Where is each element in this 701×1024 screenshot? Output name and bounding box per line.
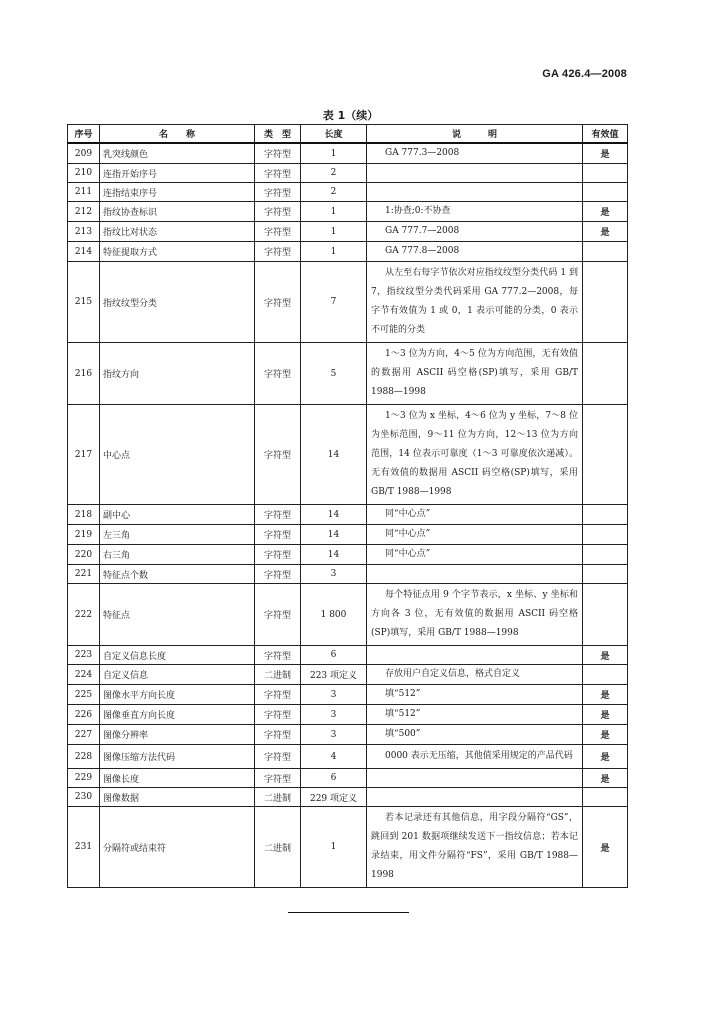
cell-description: 填“512” [367,685,583,705]
table-row [68,788,628,807]
cell-description: GA 777.7—2008 [367,222,583,242]
cell-length: 3 [301,685,367,705]
cell-name: 图像垂直方向长度 [100,705,255,725]
col-header-description: 说 明 [367,125,583,144]
cell-description: 从左至右每字节依次对应指纹纹型分类代码 1 到 7，指纹纹型分类代码采用 GA 777.2—2008，每字节有效值为 1 或 0，1 表示可能的分类，0 表示不可能的分类 [367,262,583,343]
cell-valid: 是 [583,705,628,725]
cell-description [367,646,583,665]
cell-length: 2 [301,183,367,202]
table-row [68,143,628,164]
table-row [68,343,628,405]
cell-description: 填“512” [367,705,583,725]
cell-length: 223 项定义 [301,665,367,685]
cell-valid [583,405,628,505]
cell-valid [583,525,628,545]
table-row [68,262,628,343]
cell-type: 字符型 [255,646,301,665]
cell-name: 连指结束序号 [100,183,255,202]
table-row [68,505,628,525]
cell-valid: 是 [583,807,628,888]
cell-name: 指纹比对状态 [100,222,255,242]
cell-type: 字符型 [255,769,301,788]
cell-valid: 是 [583,202,628,222]
cell-type: 字符型 [255,745,301,769]
cell-name: 自定义信息长度 [100,646,255,665]
table-row [68,525,628,545]
cell-valid [583,788,628,807]
cell-name: 图像分辨率 [100,725,255,745]
cell-description [367,788,583,807]
cell-name: 特征提取方式 [100,242,255,262]
cell-length: 6 [301,646,367,665]
cell-name: 指纹纹型分类 [100,262,255,343]
cell-description: 同“中心点” [367,505,583,525]
cell-no: 217 [68,405,100,505]
cell-valid [583,242,628,262]
cell-type: 字符型 [255,242,301,262]
cell-no: 218 [68,505,100,525]
cell-name: 特征点 [100,584,255,646]
col-header-name: 名 称 [100,125,255,144]
cell-no: 210 [68,164,100,183]
cell-length: 229 项定义 [301,788,367,807]
cell-description: 每个特征点用 9 个字节表示，x 坐标、y 坐标和方向各 3 位，无有效值的数据用 ASCII 码空格(SP)填写，采用 GB/T 1988—1998 [367,584,583,646]
cell-length: 1 [301,242,367,262]
cell-length: 7 [301,262,367,343]
cell-type: 二进制 [255,788,301,807]
table-row [68,646,628,665]
cell-name: 特征点个数 [100,565,255,584]
cell-description: 存放用户自定义信息，格式自定义 [367,665,583,685]
cell-type: 字符型 [255,222,301,242]
cell-valid [583,505,628,525]
table-row [68,565,628,584]
table-row [68,769,628,788]
cell-description: 1～3 位为 x 坐标，4～6 位为 y 坐标，7～8 位为坐标范围，9～11 位为方向，12～13 位为方向范围，14 位表示可靠度（1～3 可靠度依次递减）。无有效值的数据用 ASCII 码空格(SP)填写，采用 GB/T 1988—1998 [367,405,583,505]
table-row [68,202,628,222]
cell-valid: 是 [583,769,628,788]
cell-description [367,164,583,183]
cell-length: 4 [301,745,367,769]
cell-name: 连指开始序号 [100,164,255,183]
cell-name: 指纹协查标识 [100,202,255,222]
table-row [68,685,628,705]
cell-type: 字符型 [255,143,301,164]
table-row [68,405,628,505]
cell-no: 209 [68,143,100,164]
end-rule [288,912,409,913]
cell-length: 14 [301,525,367,545]
cell-no: 213 [68,222,100,242]
cell-type: 字符型 [255,705,301,725]
table-row [68,725,628,745]
cell-no: 215 [68,262,100,343]
cell-length: 1 [301,807,367,888]
cell-no: 216 [68,343,100,405]
cell-valid: 是 [583,725,628,745]
cell-no: 222 [68,584,100,646]
cell-type: 字符型 [255,565,301,584]
cell-no: 221 [68,565,100,584]
cell-name: 自定义信息 [100,665,255,685]
table-header-row [68,125,628,144]
cell-length: 1 800 [301,584,367,646]
cell-name: 副中心 [100,505,255,525]
cell-type: 字符型 [255,545,301,565]
cell-no: 225 [68,685,100,705]
cell-description: GA 777.3—2008 [367,143,583,164]
cell-no: 212 [68,202,100,222]
cell-valid: 是 [583,685,628,705]
cell-length: 6 [301,769,367,788]
cell-type: 字符型 [255,525,301,545]
cell-description [367,769,583,788]
table-row [68,242,628,262]
table-row [68,705,628,725]
cell-no: 214 [68,242,100,262]
cell-description [367,183,583,202]
cell-no: 229 [68,769,100,788]
cell-no: 223 [68,646,100,665]
cell-type: 字符型 [255,725,301,745]
cell-length: 14 [301,545,367,565]
cell-no: 224 [68,665,100,685]
cell-type: 字符型 [255,183,301,202]
cell-valid [583,164,628,183]
cell-valid [583,545,628,565]
cell-valid [583,565,628,584]
cell-name: 左三角 [100,525,255,545]
cell-valid [583,262,628,343]
cell-valid: 是 [583,222,628,242]
cell-type: 二进制 [255,665,301,685]
cell-length: 1 [301,202,367,222]
cell-type: 字符型 [255,405,301,505]
col-header-type: 类 型 [255,125,301,144]
col-header-no: 序号 [68,125,100,144]
cell-name: 图像压缩方法代码 [100,745,255,769]
table-row [68,164,628,183]
col-header-valid: 有效值 [583,125,628,144]
cell-length: 3 [301,725,367,745]
cell-name: 图像长度 [100,769,255,788]
cell-description [367,565,583,584]
cell-length: 5 [301,343,367,405]
cell-length: 14 [301,405,367,505]
cell-length: 3 [301,705,367,725]
cell-valid [583,343,628,405]
cell-type: 字符型 [255,343,301,405]
cell-no: 220 [68,545,100,565]
cell-type: 字符型 [255,164,301,183]
cell-no: 228 [68,745,100,769]
cell-valid [583,665,628,685]
cell-length: 1 [301,143,367,164]
table-row [68,183,628,202]
table-row [68,807,628,888]
table-row [68,665,628,685]
cell-no: 211 [68,183,100,202]
cell-type: 字符型 [255,262,301,343]
cell-description: GA 777.8—2008 [367,242,583,262]
cell-valid: 是 [583,646,628,665]
cell-name: 乳突线颜色 [100,143,255,164]
cell-description: 同“中心点” [367,525,583,545]
table-caption: 表 1（续） [322,109,379,122]
cell-length: 1 [301,222,367,242]
cell-type: 字符型 [255,685,301,705]
cell-description: 填“500” [367,725,583,745]
cell-name: 中心点 [100,405,255,505]
table-row [68,545,628,565]
cell-length: 3 [301,565,367,584]
cell-type: 字符型 [255,584,301,646]
cell-type: 字符型 [255,202,301,222]
cell-name: 分隔符或结束符 [100,807,255,888]
cell-valid [583,183,628,202]
table-row [68,222,628,242]
col-header-length: 长度 [301,125,367,144]
cell-name: 图像水平方向长度 [100,685,255,705]
cell-description: 1～3 位为方向，4～5 位为方向范围，无有效值的数据用 ASCII 码空格(SP)填写，采用 GB/T 1988—1998 [367,343,583,405]
cell-name: 右三角 [100,545,255,565]
cell-no: 219 [68,525,100,545]
cell-description: 若本记录还有其他信息，用字段分隔符“GS”，跳回到 201 数据项继续发送下一指纹信息；若本记录结束，用文件分隔符“FS”，采用 GB/T 1988—1998 [367,807,583,888]
cell-valid: 是 [583,143,628,164]
cell-length: 2 [301,164,367,183]
cell-type: 二进制 [255,807,301,888]
cell-valid [583,584,628,646]
cell-description: 同“中心点” [367,545,583,565]
cell-no: 226 [68,705,100,725]
cell-type: 字符型 [255,505,301,525]
cell-no: 227 [68,725,100,745]
standard-code: GA 426.4—2008 [542,68,627,80]
cell-name: 图像数据 [100,788,255,807]
cell-description: 0000 表示无压缩，其他值采用规定的产品代码 [367,745,583,769]
cell-length: 14 [301,505,367,525]
cell-description: 1:协查;0:不协查 [367,202,583,222]
cell-valid: 是 [583,745,628,769]
table-row [68,584,628,646]
table-row [68,745,628,769]
cell-no: 230 [68,788,100,807]
cell-name: 指纹方向 [100,343,255,405]
cell-no: 231 [68,807,100,888]
data-table [67,124,628,888]
